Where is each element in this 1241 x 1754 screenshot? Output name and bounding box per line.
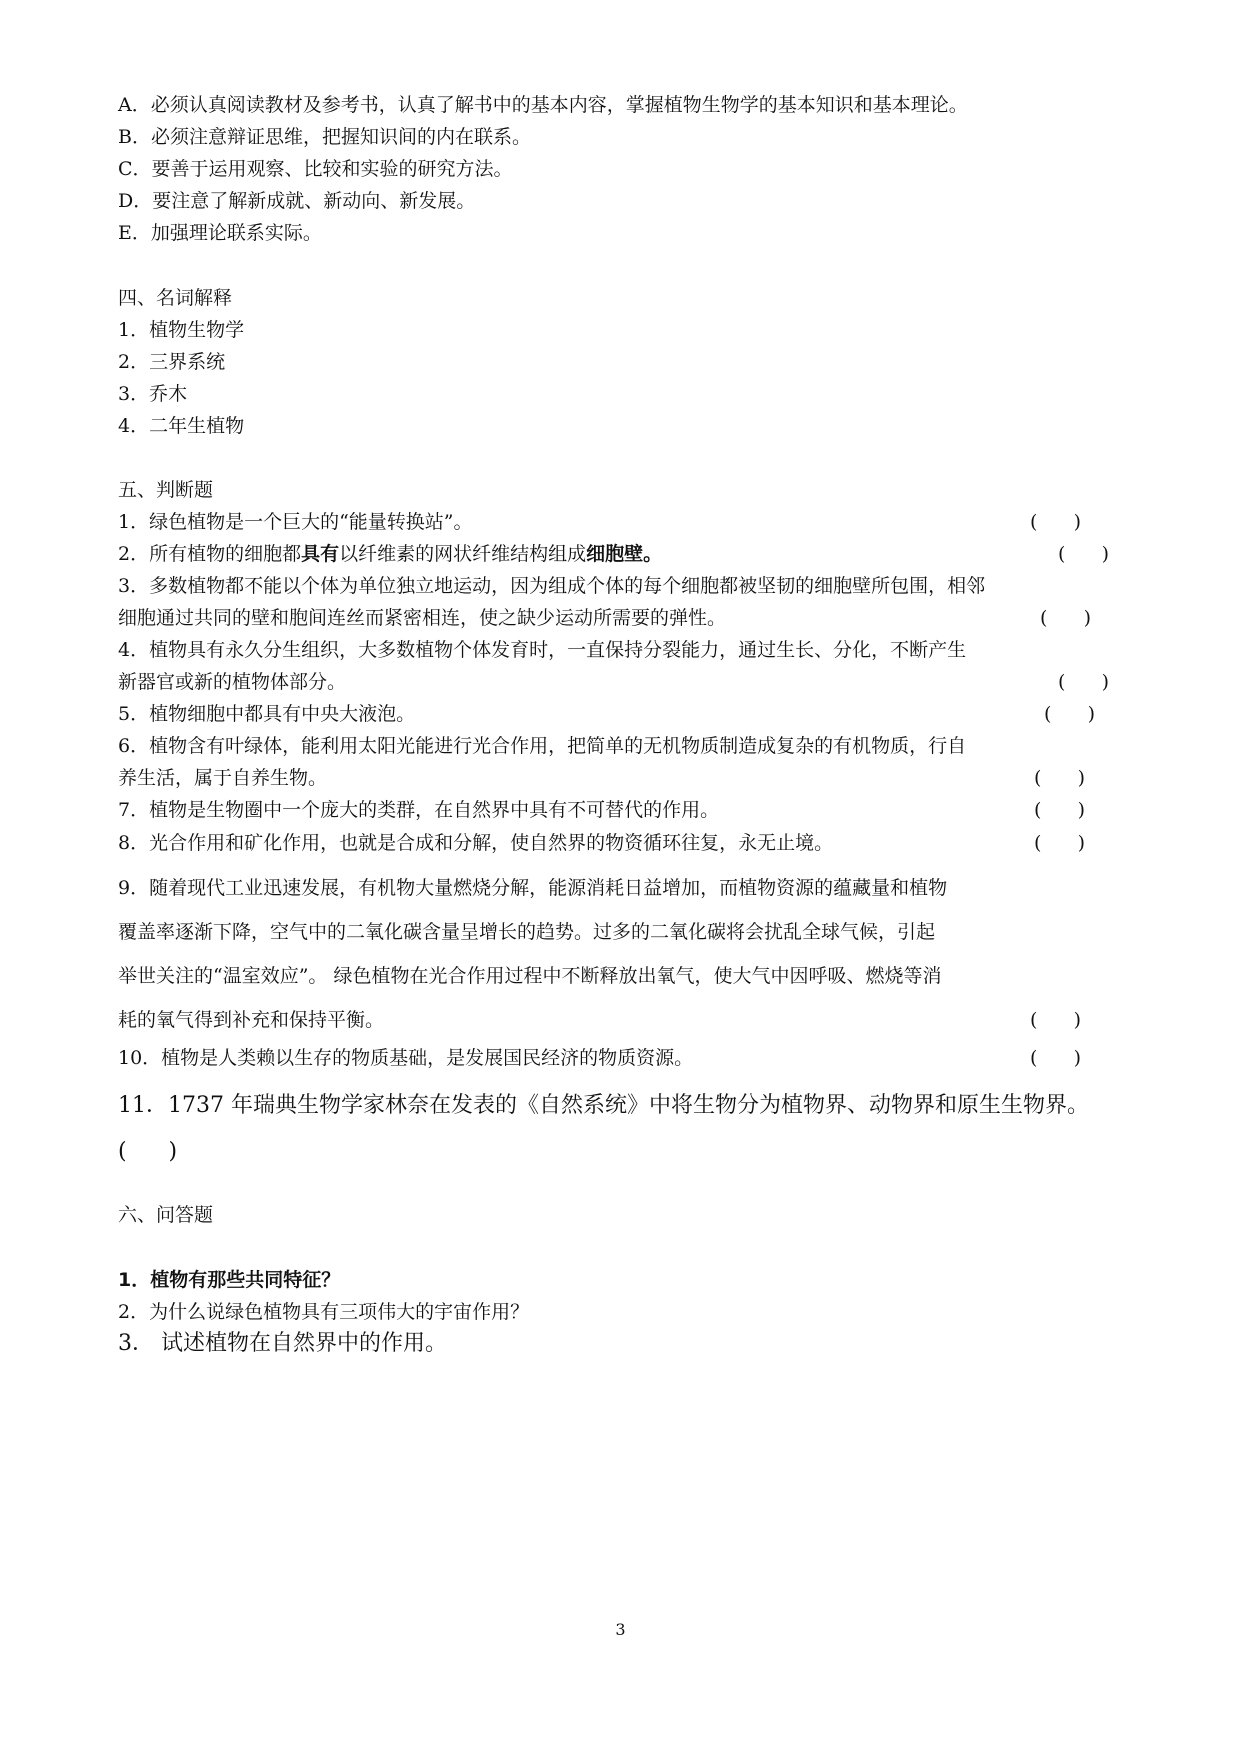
section-heading-terms: 四、名词解释 [118,287,233,309]
judgement-q2-bold: 细胞壁。 [586,543,663,565]
judgement-q9-line: 覆盖率逐渐下降，空气中的二氧化碳含量呈增长的趋势。过多的二氧化碳将会扰乱全球气候，引起 [118,921,936,943]
answer-paren-q4[interactable]: ( ) [1058,671,1110,693]
section-heading-judgement: 五、判断题 [118,479,214,501]
term-item: 3．乔木 [118,383,188,405]
judgement-q2-part: 2．所有植物的细胞都 [118,543,302,565]
judgement-q6-line: 6．植物含有叶绿体，能利用太阳光能进行光合作用，把简单的无机物质制造成复杂的有机物质，行自 [118,735,967,757]
judgement-q3-line: 细胞通过共同的壁和胞间连丝而紧密相连，使之缺少运动所需要的弹性。 [118,607,727,629]
judgement-q4-line: 4．植物具有永久分生组织，大多数植物个体发育时，一直保持分裂能力，通过生长、分化，不断产生 [118,639,967,661]
judgement-q8: 8．光合作用和矿化作用，也就是合成和分解，使自然界的物资循环往复，永无止境。 [118,832,834,854]
judgement-q9-line: 举世关注的“温室效应”。 绿色植物在光合作用过程中不断释放出氧气，使大气中因呼吸、燃烧等消 [118,965,942,987]
judgement-q4-line: 新器官或新的植物体部分。 [118,671,347,693]
judgement-q10: 10．植物是人类赖以生存的物质基础，是发展国民经济的物质资源。 [118,1047,694,1069]
term-item: 4．二年生植物 [118,415,245,437]
answer-paren-q6[interactable]: ( ) [1034,767,1086,789]
question-q3: 3． 试述植物在自然界中的作用。 [118,1331,447,1356]
judgement-q9-line: 9．随着现代工业迅速发展，有机物大量燃烧分解，能源消耗日益增加，而植物资源的蕴藏量和植物 [118,877,948,899]
judgement-q2-part: 以纤维素的网状纤维结构组成 [339,543,587,565]
judgement-q5: 5．植物细胞中都具有中央大液泡。 [118,703,416,725]
answer-paren-q8[interactable]: ( ) [1034,832,1086,854]
section-heading-questions: 六、问答题 [118,1204,214,1226]
study-method-d: D．要注意了解新成就、新动向、新发展。 [118,190,476,212]
judgement-q7: 7．植物是生物圈中一个庞大的类群，在自然界中具有不可替代的作用。 [118,799,720,821]
answer-paren-q5[interactable]: ( ) [1044,703,1096,725]
study-method-c: C．要善于运用观察、比较和实验的研究方法。 [118,158,513,180]
judgement-q2-bold: 具有 [301,543,340,565]
answer-paren-q9[interactable]: ( ) [1030,1009,1082,1031]
answer-paren-q11[interactable]: ( ) [118,1139,178,1164]
answer-paren-q7[interactable]: ( ) [1034,799,1086,821]
study-method-a: A．必须认真阅读教材及参考书，认真了解书中的基本内容，掌握植物生物学的基本知识和基本理论。 [118,94,968,116]
answer-paren-q1[interactable]: ( ) [1030,511,1082,533]
study-method-b: B．必须注意辩证思维，把握知识间的内在联系。 [118,126,531,148]
judgement-q9-line: 耗的氧气得到补充和保持平衡。 [118,1009,385,1031]
judgement-q11: 11．1737 年瑞典生物学家林奈在发表的《自然系统》中将生物分为植物界、动物界和原生生物界。 [118,1093,1089,1118]
page-number: 3 [615,1620,626,1639]
question-q2: 2．为什么说绿色植物具有三项伟大的宇宙作用？ [118,1301,530,1323]
answer-paren-q3[interactable]: ( ) [1040,607,1092,629]
study-method-e: E．加强理论联系实际。 [118,222,322,244]
judgement-q3-line: 3．多数植物都不能以个体为单位独立地运动，因为组成个体的每个细胞都被坚韧的细胞壁所包围，相邻 [118,575,986,597]
answer-paren-q2[interactable]: ( ) [1058,543,1110,565]
judgement-q2 [118,542,662,566]
judgement-q1: 1．绿色植物是一个巨大的“能量转换站”。 [118,511,473,533]
term-item: 2．三界系统 [118,351,226,373]
answer-paren-q10[interactable]: ( ) [1030,1047,1082,1069]
term-item: 1．植物生物学 [118,319,245,341]
judgement-q6-line: 养生活，属于自养生物。 [118,767,328,789]
question-q1: 1．植物有那些共同特征？ [118,1269,341,1291]
